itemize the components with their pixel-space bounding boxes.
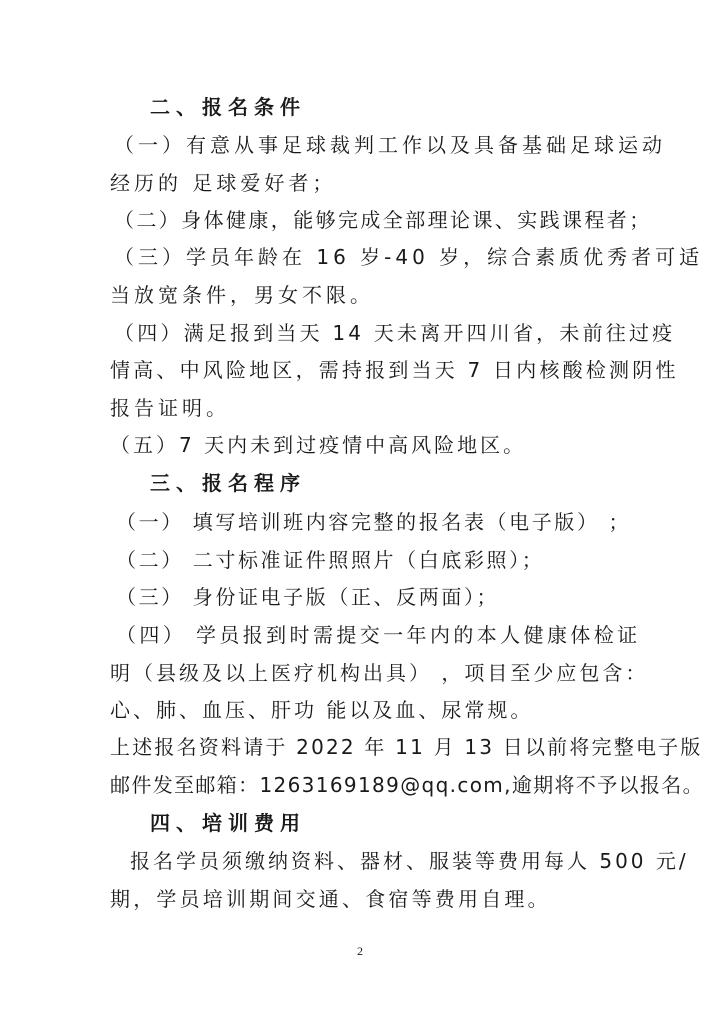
paragraph-line: 经历的 足球爱好者； — [110, 171, 337, 195]
paragraph-line: （三）学员年龄在 16 岁-40 岁，综合素质优秀者可适 — [114, 245, 704, 269]
section-heading-training-fees: 四、培训费用 — [150, 811, 306, 835]
paragraph-line: 报告证明。 — [110, 396, 230, 420]
paragraph-line: 邮件发至邮箱：1263169189@qq.com,逾期将不予以报名。 — [110, 773, 704, 797]
paragraph-line: 报名学员须缴纳资料、器材、服装等费用每人 500 元/ — [130, 849, 689, 873]
paragraph-line: （三） 身份证电子版（正、反两面）； — [116, 585, 500, 609]
paragraph-line: 当放宽条件，男女不限。 — [110, 283, 374, 307]
paragraph-line: 期，学员培训期间交通、食宿等费用自理。 — [110, 887, 551, 911]
paragraph-line: （二） 二寸标准证件照照片（白底彩照）； — [116, 548, 545, 572]
paragraph-line: （一） 填写培训班内容完整的报名表（电子版） ； — [116, 510, 632, 534]
paragraph-line: 明（县级及以上医疗机构出具） ，项目至少应包含： — [110, 661, 649, 685]
section-heading-registration-procedure: 三、报名程序 — [150, 471, 306, 495]
paragraph-line: （四）满足报到当天 14 天未离开四川省，未前往过疫 — [114, 321, 676, 345]
section-heading-registration-conditions: 二、报名条件 — [150, 95, 306, 119]
paragraph-line: 心、肺、血压、肝功 能以及血、尿常规。 — [110, 698, 534, 722]
page-number: 2 — [357, 944, 363, 958]
paragraph-line: 情高、中风险地区，需持报到当天 7 日内核酸检测阴性 — [110, 358, 679, 382]
paragraph-line: （四） 学员报到时需提交一年内的本人健康体检证 — [116, 623, 641, 647]
paragraph-line: （五）7 天内未到过疫情中高风险地区。 — [110, 433, 527, 457]
paragraph-line: （二）身体健康，能够完成全部理论课、实践课程者； — [114, 208, 652, 232]
paragraph-line: 上述报名资料请于 2022 年 11 月 13 日以前将完整电子版 — [110, 735, 703, 759]
paragraph-line: （一）有意从事足球裁判工作以及具备基础足球运动 — [114, 133, 666, 157]
